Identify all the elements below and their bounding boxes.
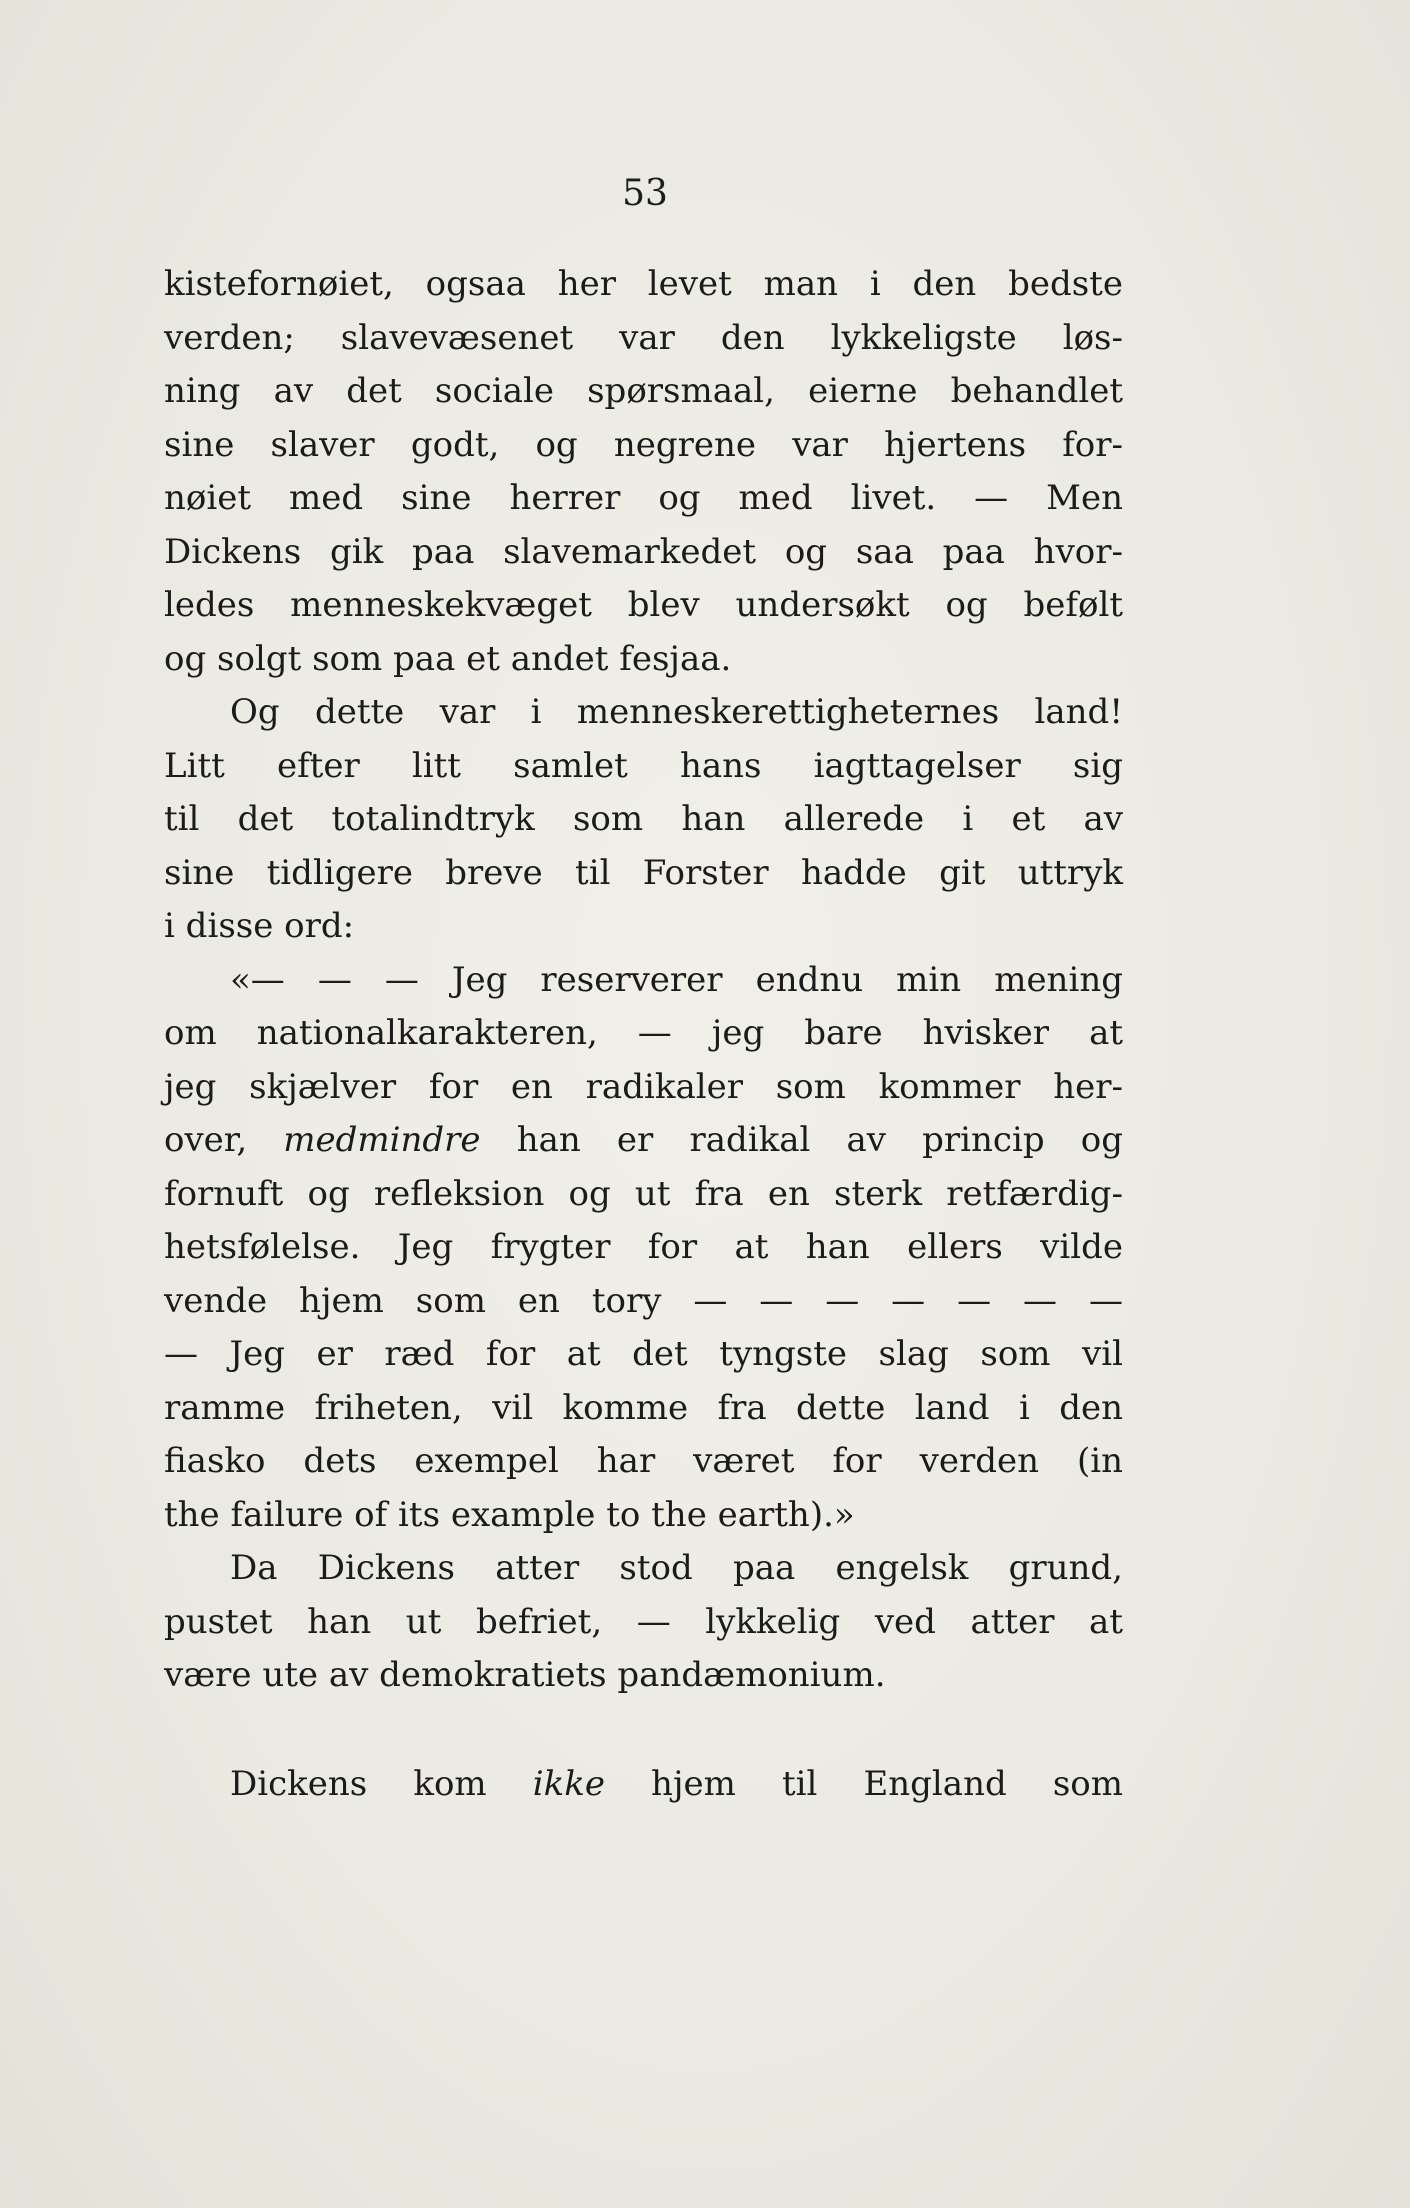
text-line: fornuft og refleksion og ut fra en sterk retfærdig-	[164, 1173, 1123, 1214]
text-line: vende hjem som en tory — — — — — — —	[164, 1280, 1123, 1321]
text-line: ning av det sociale spørsmaal, eierne behandlet	[164, 371, 1123, 411]
text-fragment: han er radikal av princip og	[516, 1120, 1123, 1160]
text-line: pustet han ut befriet, — lykkelig ved atter at	[164, 1601, 1123, 1642]
text-line: være ute av demokratiets pandæmonium.	[164, 1655, 886, 1695]
text-line-with-emphasis	[164, 1114, 1123, 1168]
text-line: til det totalindtryk som han allerede i et av	[164, 799, 1123, 839]
text-line: «— — — Jeg reserverer endnu min mening	[230, 959, 1123, 1000]
text-line: jeg skjælver for en radikaler som kommer her-	[164, 1066, 1123, 1107]
text-fragment: Dickens kom	[230, 1763, 487, 1804]
text-line: ledes menneskekvæget blev undersøkt og befølt	[164, 585, 1123, 625]
text-line: Da Dickens atter stod paa engelsk grund,	[230, 1548, 1123, 1588]
text-line: om nationalkarakteren, — jeg bare hvisker at	[164, 1013, 1123, 1053]
paragraph-gap	[164, 1703, 1123, 1758]
emphasized-word: medmindre	[283, 1120, 481, 1160]
emphasized-word: ikke	[532, 1763, 605, 1804]
text-line: Litt efter litt samlet hans iagttagelser sig	[164, 745, 1123, 786]
text-line: Dickens gik paa slavemarkedet og saa paa hvor-	[164, 531, 1123, 572]
text-line: — Jeg er ræd for at det tyngste slag som vil	[164, 1334, 1123, 1374]
text-line: ramme friheten, vil komme fra dette land i den	[164, 1387, 1123, 1428]
text-line: sine tidligere breve til Forster hadde git uttryk	[164, 852, 1123, 893]
text-line: hetsfølelse. Jeg frygter for at han ellers vilde	[164, 1227, 1123, 1267]
text-line: og solgt som paa et andet fesjaa.	[164, 638, 732, 679]
page-number: 53	[622, 173, 668, 214]
text-fragment: over,	[164, 1120, 248, 1160]
text-line-with-emphasis	[164, 1758, 1123, 1812]
text-line: fiasko dets exempel har været for verden (in	[164, 1441, 1123, 1481]
text-line: Og dette var i menneskerettigheternes land!	[230, 692, 1123, 732]
text-line: nøiet med sine herrer og med livet. — Men	[164, 478, 1123, 518]
body-text	[164, 258, 1123, 1811]
text-line: verden; slavevæsenet var den lykkeligste løs-	[164, 317, 1123, 358]
text-line: the failure of its example to the earth).»	[164, 1494, 855, 1535]
text-line: sine slaver godt, og negrene var hjertens for-	[164, 424, 1123, 465]
text-line: i disse ord:	[164, 906, 355, 946]
text-fragment: hjem til England som	[651, 1763, 1123, 1804]
text-line: kistefornøiet, ogsaa her levet man i den bedste	[164, 264, 1123, 304]
